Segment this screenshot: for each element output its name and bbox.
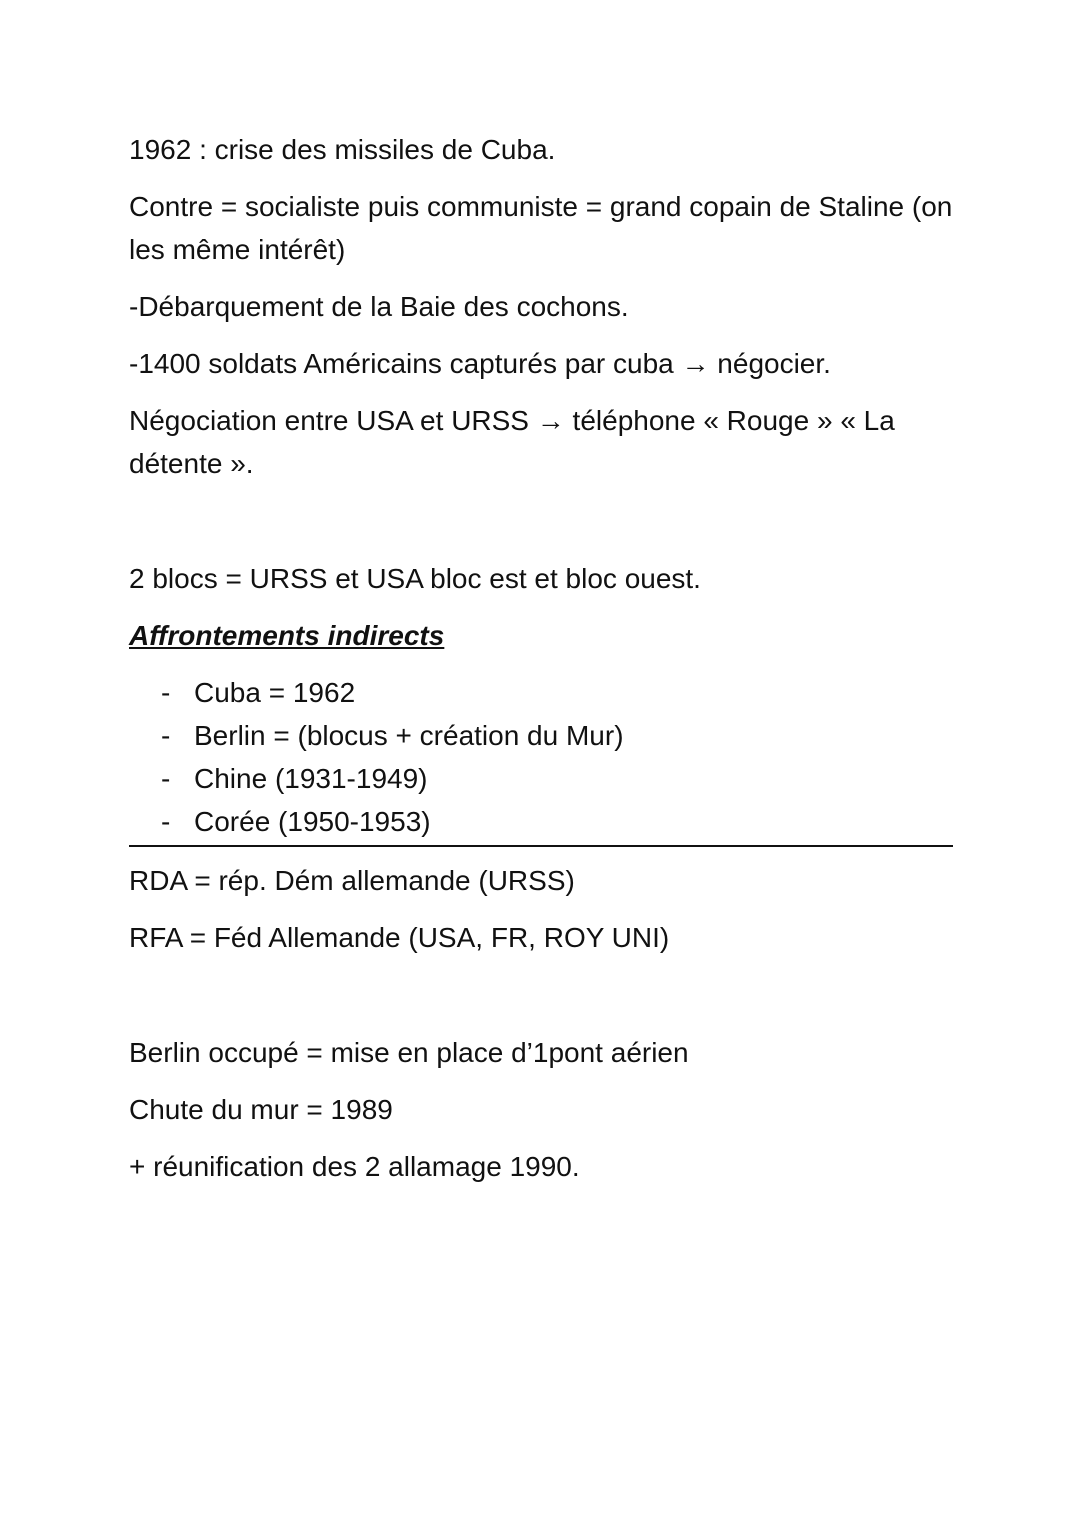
horizontal-rule (129, 845, 953, 847)
document-page (129, 128, 959, 1202)
bullet-dash: - (161, 677, 171, 708)
paragraph-blocs: 2 blocs = URSS et USA bloc est et bloc ouest. (129, 563, 701, 594)
paragraph-berlin-occupe: Berlin occupé = mise en place d’1pont aérien (129, 1037, 689, 1068)
paragraph-cuba-crisis: 1962 : crise des missiles de Cuba. (129, 134, 556, 165)
paragraph-contre: Contre = socialiste puis communiste = grand copain de Staline (on les même intérêt) (129, 191, 953, 265)
list-item-text: Corée (1950-1953) (194, 806, 431, 837)
list-item-text: Chine (1931-1949) (194, 763, 428, 794)
bullet-dash: - (161, 720, 171, 751)
list-item-text: Cuba = 1962 (194, 677, 356, 708)
list-item (161, 671, 959, 714)
paragraph-negociation: Négociation entre USA et URSS → téléphone « Rouge » « La détente ». (129, 405, 895, 479)
bullet-dash: - (161, 763, 171, 794)
bullet-dash: - (161, 806, 171, 837)
paragraph-reunification: + réunification des 2 allamage 1990. (129, 1151, 580, 1182)
paragraph-chute-du-mur: Chute du mur = 1989 (129, 1094, 393, 1125)
bullet-list (129, 671, 959, 843)
spacer (129, 499, 959, 557)
list-item (161, 757, 959, 800)
list-item (161, 800, 959, 843)
list-item (161, 714, 959, 757)
paragraph-baie-des-cochons: -Débarquement de la Baie des cochons. (129, 291, 629, 322)
paragraph-soldats: -1400 soldats Américains capturés par cuba → négocier. (129, 348, 831, 379)
section-heading: Affrontements indirects (129, 620, 445, 651)
paragraph-rfa: RFA = Féd Allemande (USA, FR, ROY UNI) (129, 922, 670, 953)
list-item-text: Berlin = (blocus + création du Mur) (194, 720, 624, 751)
spacer (129, 973, 959, 1031)
paragraph-rda: RDA = rép. Dém allemande (URSS) (129, 865, 575, 896)
